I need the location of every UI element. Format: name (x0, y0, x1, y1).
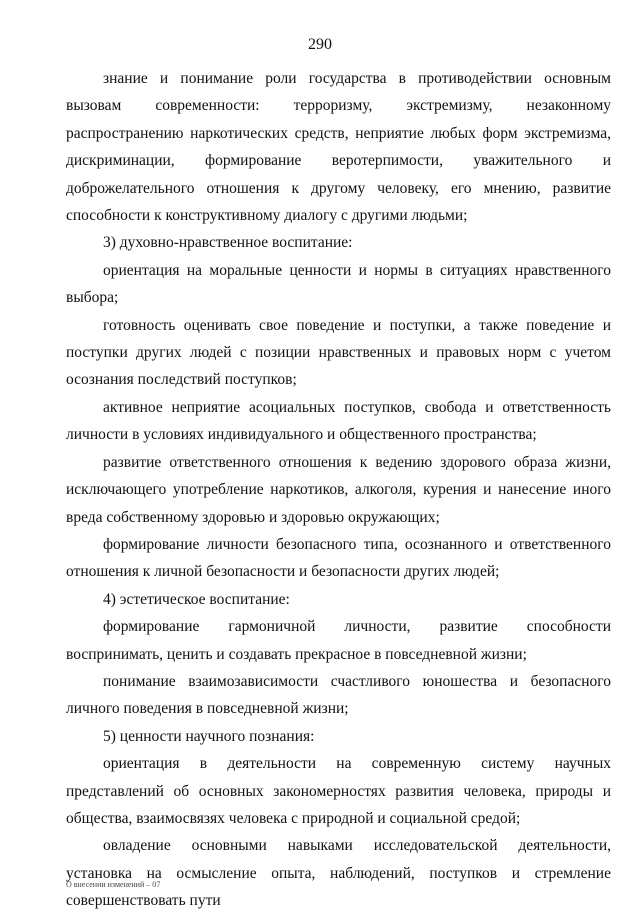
paragraph: формирование личности безопасного типа, осознанного и ответственного отношения к личной безопасности и безопасности других людей; (66, 535, 611, 581)
paragraph: понимание взаимозависимости счастливого юношества и безопасного личного поведения в повседневной жизни; (66, 672, 611, 718)
page-number: 290 (308, 36, 332, 53)
document-footer-note: О внесении изменений – 07 (66, 880, 161, 889)
paragraph: ориентация на моральные ценности и нормы в ситуациях нравственного выбора; (66, 261, 611, 307)
document-body (66, 65, 611, 915)
paragraph: формирование гармоничной личности, развитие способности воспринимать, ценить и создавать прекрасное в повседневной жизни; (66, 618, 611, 663)
section-heading-4: 4) эстетическое воспитание: (103, 590, 290, 608)
paragraph: развитие ответственного отношения к ведению здорового образа жизни, исключающего употребление наркотиков, алкоголя, курения и нанесение иного вреда собственному здоровью и здоровью окружающих; (66, 453, 611, 526)
section-heading-5: 5) ценности научного познания: (103, 727, 315, 745)
paragraph: ориентация в деятельности на современную систему научных представлений об основных закономерностях развития человека, природы и общества, взаимосвязях человека с природной и социальной средой; (66, 755, 611, 827)
paragraph: знание и понимание роли государства в противодействии основным вызовам современности: терроризму, экстремизму, незаконному распространению наркотических средств, неприятие любых форм экстремизма, дискриминации, формирование веротерпимости, уважительного и доброжелательного отношения к другому человеку, его мнению, развитие способности к конструктивному диалогу с другими людьми; (66, 70, 611, 225)
paragraph: овладение основными навыками исследовательской деятельности, установка на осмысление опыта, наблюдений, поступков и стремление совершенствовать пути (66, 837, 611, 910)
paragraph: готовность оценивать свое поведение и поступки, а также поведение и поступки других людей с позиции нравственных и правовых норм с учетом осознания последствий поступков; (66, 316, 611, 389)
section-heading-3: 3) духовно-нравственное воспитание: (103, 234, 353, 252)
paragraph: активное неприятие асоциальных поступков, свобода и ответственность личности в условиях индивидуального и общественного пространства; (66, 398, 611, 444)
